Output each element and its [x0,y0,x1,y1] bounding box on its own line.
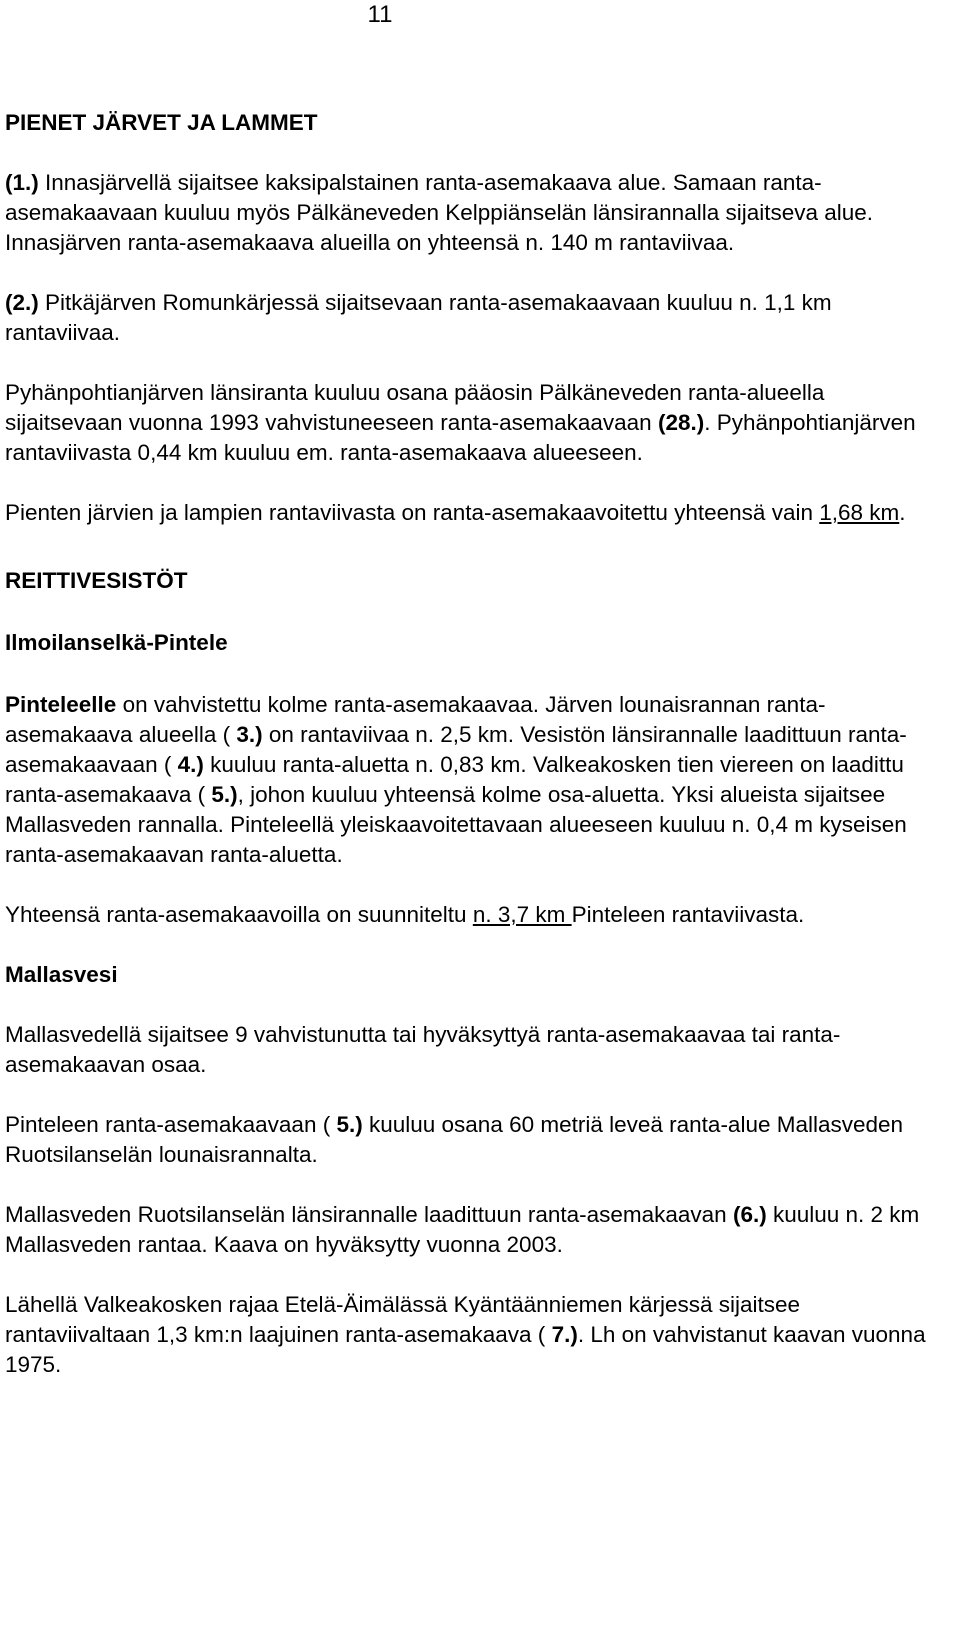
section-heading: PIENET JÄRVET JA LAMMET [5,110,318,135]
paragraph-text: Pienten järvien ja lampien rantaviivasta on ranta-asemakaavoitettu yhteensä vain [5,500,820,525]
subsection-heading: Mallasvesi [5,962,118,987]
plan-reference: 3.) [236,722,263,747]
paragraph-text: Pinteleen ranta-asemakaavaan ( [5,1112,337,1137]
plan-reference: (1.) [5,170,39,195]
section-heading: REITTIVESISTÖT [5,568,188,593]
paragraph-pintele-total [5,900,935,930]
paragraph-text: , johon kuuluu yhteensä kolme osa-aluetta. Yksi alueista sijaitsee Mallasveden rannalla. Pinteleellä yleiskaavoitettavaan alueeseen kuuluu n. 0,4 m kyseisen ranta-asemakaavan ranta-aluetta. [5,782,907,867]
paragraph-text: . [899,500,906,525]
paragraph-text: Innasjärvellä sijaitsee kaksipalstainen ranta-asemakaava alue. Samaan ranta-asemakaavaan kuuluu myös Pälkäneveden Kelppiänselän länsirannalla sijaitseva alue. Innasjärven ranta-asemakaava alueilla on yhteensä n. 140 m rantaviivaa. [5,170,874,255]
plan-reference: (6.) [732,1202,767,1227]
paragraph-text: on vahvistettu kolme ranta-asemakaavaa. Järven lounaisrannan ranta-asemakaava alueella ( [5,692,826,747]
plan-reference: (2.) [5,290,39,315]
total-length: n. 3,7 km [472,902,572,927]
paragraph-text: kuuluu osana 60 metriä leveä ranta-alue Mallasveden Ruotsilanselän lounaisrannalta. [5,1112,904,1167]
total-length: 1,68 km [819,500,900,525]
paragraph-text: . Pyhänpohtianjärven rantaviivasta 0,44 km kuuluu em. ranta-asemakaava alueeseen. [5,410,916,465]
paragraph-text: Lähellä Valkeakosken rajaa Etelä-Äimälässä Kyäntäänniemen kärjessä sijaitsee rantaviivaltaan 1,3 km:n laajuinen ranta-asemakaava ( [5,1292,801,1347]
plan-reference: 7.) [551,1322,578,1347]
lake-name: Pinteleelle [5,692,117,717]
plan-reference: 5.) [336,1112,363,1137]
paragraph-text: on rantaviivaa n. 2,5 km. Vesistön länsirannalle laadittuun ranta-asemakaavaan ( [5,722,907,777]
paragraph-pyhanpohtianjarvi [5,378,935,468]
plan-reference: (28.) [657,410,705,435]
paragraph-pintele [5,690,935,870]
paragraph-text: Pitkäjärven Romunkärjessä sijaitsevaan ranta-asemakaavaan kuuluu n. 1,1 km rantaviivaa. [5,290,832,345]
paragraph-text: Yhteensä ranta-asemakaavoilla on suunniteltu [5,902,473,927]
subsection-heading: Ilmoilanselkä-Pintele [5,630,228,655]
paragraph-text: Mallasveden Ruotsilanselän länsirannalle laadittuun ranta-asemakaavan [5,1202,733,1227]
paragraph-innasjarvi [5,168,935,258]
paragraph-pitkajarvi [5,288,935,348]
paragraph-text: Pinteleen rantaviivasta. [571,902,805,927]
document-body [5,108,935,1380]
paragraph-pintele-plan [5,1110,935,1170]
paragraph-text: kuuluu ranta-aluetta n. 0,83 km. Valkeakosken tien viereen on laadittu ranta-asemakaava ( [5,752,904,807]
paragraph-kyantaanniemi [5,1290,935,1380]
paragraph-ruotsilanselka [5,1200,935,1260]
paragraph-mallasvesi: Mallasvedellä sijaitsee 9 vahvistunutta tai hyväksyttyä ranta-asemakaavaa tai ranta-asemakaavan osaa. [5,1022,841,1077]
plan-reference: 4.) [177,752,204,777]
paragraph-text: . Lh on vahvistanut kaavan vuonna 1975. [5,1322,926,1377]
paragraph-small-lakes-total [5,498,935,528]
paragraph-text: Pyhänpohtianjärven länsiranta kuuluu osana pääosin Pälkäneveden ranta-alueella sijaitsevaan vuonna 1993 vahvistuneeseen ranta-asemakaavaan [5,380,825,435]
page-number: 11 [367,1,393,28]
plan-reference: 5.) [211,782,238,807]
paragraph-text: kuuluu n. 2 km Mallasveden rantaa. Kaava on hyväksytty vuonna 2003. [5,1202,920,1257]
